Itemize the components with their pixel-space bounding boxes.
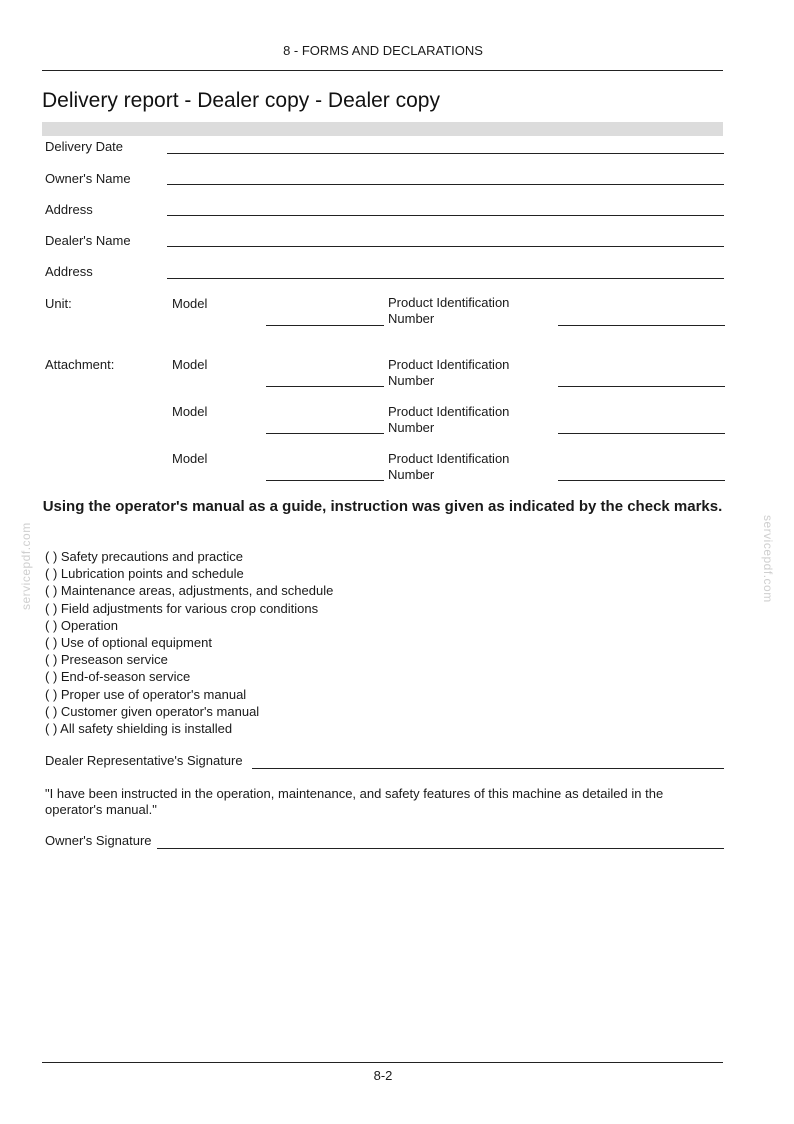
owners-name-label: Owner's Name — [45, 171, 131, 186]
delivery-date-line[interactable] — [167, 153, 724, 154]
attachment-3-model-line[interactable] — [266, 480, 384, 481]
owner-signature-label: Owner's Signature — [45, 833, 152, 848]
title-band — [42, 122, 723, 136]
dealer-address-label: Address — [45, 264, 93, 279]
unit-pin-line[interactable] — [558, 325, 725, 326]
attachment-label: Attachment: — [45, 357, 115, 372]
checklist-item[interactable]: ( ) End-of-season service — [45, 669, 191, 685]
dealers-name-label: Dealer's Name — [45, 233, 131, 248]
section-header: 8 - FORMS AND DECLARATIONS — [283, 43, 483, 58]
attachment-3-pin-line1: Product Identification — [388, 451, 510, 466]
owner-address-line[interactable] — [167, 215, 724, 216]
attachment-2-pin-line1: Product Identification — [388, 404, 510, 419]
checklist-item[interactable]: ( ) Safety precautions and practice — [45, 549, 243, 564]
owners-name-line[interactable] — [167, 184, 724, 185]
checklist-item[interactable]: ( ) Field adjustments for various crop conditions — [45, 600, 319, 616]
page-number: 8-2 — [373, 1068, 393, 1083]
attachment-1-pin-line[interactable] — [558, 386, 725, 387]
footer-rule — [42, 1062, 723, 1063]
attachment-1-pin-label — [388, 357, 509, 389]
checklist-item[interactable]: ( ) All safety shielding is installed — [45, 721, 233, 737]
watermark-right: servicepdf.com — [761, 515, 775, 603]
attachment-3-pin-label — [388, 451, 509, 483]
watermark-left: servicepdf.com — [19, 522, 33, 610]
dealer-address-line[interactable] — [167, 278, 724, 279]
attachment-2-pin-line2: Number — [388, 420, 435, 435]
instruction-heading: Using the operator's manual as a guide, instruction was given as indicated by the check marks. — [42, 498, 723, 515]
dealer-signature-line[interactable] — [252, 768, 724, 769]
checklist-item[interactable]: ( ) Customer given operator's manual — [45, 703, 260, 719]
unit-pin-label-line2: Number — [388, 311, 435, 326]
delivery-date-label: Delivery Date — [45, 139, 124, 154]
checklist-item[interactable]: ( ) Maintenance areas, adjustments, and schedule — [45, 583, 334, 599]
checklist-item[interactable]: ( ) Operation — [45, 617, 118, 633]
checklist-item[interactable]: ( ) Lubrication points and schedule — [45, 566, 244, 582]
dealer-signature-label: Dealer Representative's Signature — [45, 753, 243, 768]
dealers-name-line[interactable] — [167, 246, 724, 247]
attachment-2-model-label: Model — [172, 404, 208, 419]
attachment-2-pin-line[interactable] — [558, 433, 725, 434]
header-rule — [42, 70, 723, 71]
attachment-2-pin-label — [388, 404, 509, 436]
unit-label: Unit: — [45, 296, 72, 311]
instruction-checklist — [45, 548, 333, 737]
attachment-1-model-line[interactable] — [266, 386, 384, 387]
owner-signature-line[interactable] — [157, 848, 724, 849]
owner-address-label: Address — [45, 202, 93, 217]
unit-pin-label — [388, 295, 509, 327]
checklist-item[interactable]: ( ) Proper use of operator's manual — [45, 686, 247, 702]
checklist-item[interactable]: ( ) Use of optional equipment — [45, 635, 212, 651]
unit-pin-label-line1: Product Identification — [388, 295, 510, 310]
owner-statement: "I have been instructed in the operation, maintenance, and safety features of this machine as detailed in the operator's manual." — [45, 786, 664, 817]
attachment-1-pin-line1: Product Identification — [388, 357, 510, 372]
attachment-1-pin-line2: Number — [388, 373, 435, 388]
attachment-3-pin-line2: Number — [388, 467, 435, 482]
attachment-2-model-line[interactable] — [266, 433, 384, 434]
attachment-3-model-label: Model — [172, 451, 208, 466]
attachment-1-model-label: Model — [172, 357, 208, 372]
checklist-item[interactable]: ( ) Preseason service — [45, 652, 168, 668]
page-title: Delivery report - Dealer copy - Dealer copy — [42, 89, 440, 112]
unit-model-label: Model — [172, 296, 208, 311]
unit-model-line[interactable] — [266, 325, 384, 326]
attachment-3-pin-line[interactable] — [558, 480, 725, 481]
